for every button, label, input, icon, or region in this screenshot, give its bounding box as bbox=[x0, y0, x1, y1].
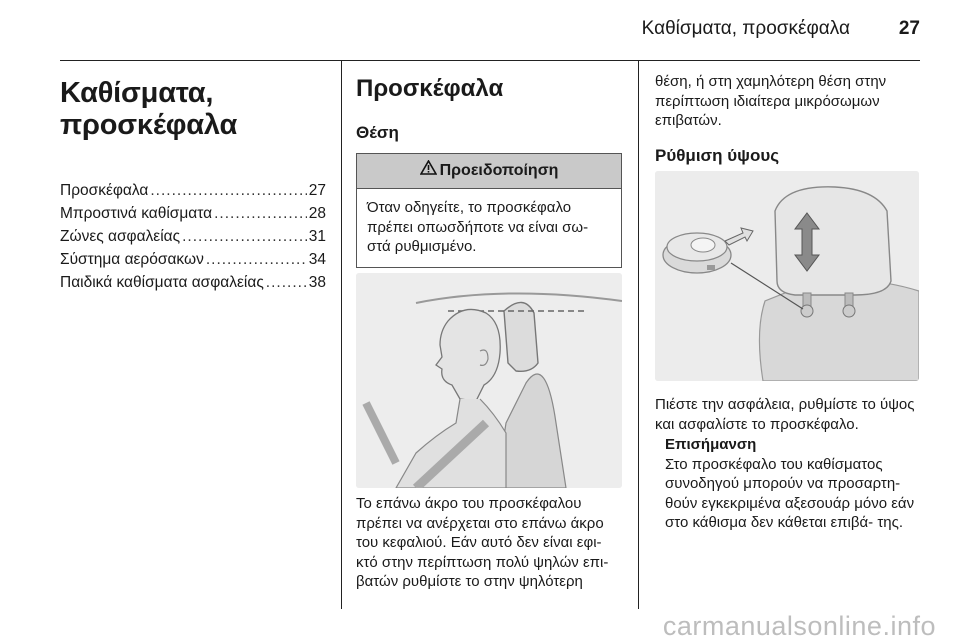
column-divider-1 bbox=[341, 61, 342, 609]
page-number: 27 bbox=[898, 18, 920, 39]
position-body-text: Το επάνω άκρο του προσκέφαλου πρέπει να ανέρχεται στο επάνω άκρο του κεφαλιού. Εάν αυτό δεν είναι εφι- κτό στην περίπτωση πολύ ψηλών επι- βατών ρυθμίστε το στην ψηλότερη bbox=[356, 495, 609, 590]
toc-item[interactable]: Μπροστινά καθίσματα ..... 28 bbox=[60, 202, 326, 225]
section-heading: Προσκέφαλα bbox=[356, 75, 504, 102]
warning-text: Όταν οδηγείτε, το προσκέφαλο πρέπει οπωσδήποτε να είναι σω- στά ρυθμισμένο. bbox=[367, 199, 589, 255]
height-instruction-text: Πιέστε την ασφάλεια, ρυθμίστε το ύψος και ασφαλίστε το προσκέφαλο. bbox=[655, 396, 915, 433]
toc-item[interactable]: Ζώνες ασφαλείας ..... 31 bbox=[60, 225, 326, 248]
continued-body-text: θέση, ή στη χαμηλότερη θέση στην περίπτωση ιδιαίτερα μικρόσωμων επιβατών. bbox=[655, 73, 887, 129]
note-text: Στο προσκέφαλο του καθίσματος συνοδηγού μπορούν να προσαρτη- θούν εγκεκριμένα αξεσουάρ μόνο εάν στο κάθισμα δεν κάθεται επιβά- της. bbox=[665, 455, 915, 531]
warning-box bbox=[356, 153, 622, 268]
warning-triangle-icon bbox=[420, 154, 437, 188]
column-divider-2 bbox=[638, 61, 639, 609]
toc-item[interactable]: Προσκέφαλα ..... 27 bbox=[60, 179, 326, 202]
toc-item[interactable]: Σύστημα αερόσακων ..... 34 bbox=[60, 248, 326, 271]
toc-item[interactable]: Παιδικά καθίσματα ασφαλείας ..... 38 bbox=[60, 271, 326, 294]
watermark: carmanualsonline.info bbox=[662, 611, 936, 641]
subsection-heading: Θέση bbox=[356, 123, 399, 142]
driver-headrest-position-illustration bbox=[356, 273, 622, 488]
note-block bbox=[665, 435, 921, 533]
note-label: Επισήμανση bbox=[665, 436, 757, 453]
headrest-height-adjustment-illustration bbox=[655, 171, 919, 381]
chapter-title: Καθίσματα, προσκέφαλα bbox=[60, 77, 238, 141]
running-title: Καθίσματα, προσκέφαλα bbox=[641, 18, 850, 39]
page-header bbox=[60, 0, 920, 61]
warning-header: Προειδοποίηση bbox=[357, 154, 621, 189]
height-adjustment-heading: Ρύθμιση ύψους bbox=[655, 146, 780, 165]
table-of-contents bbox=[60, 179, 326, 294]
